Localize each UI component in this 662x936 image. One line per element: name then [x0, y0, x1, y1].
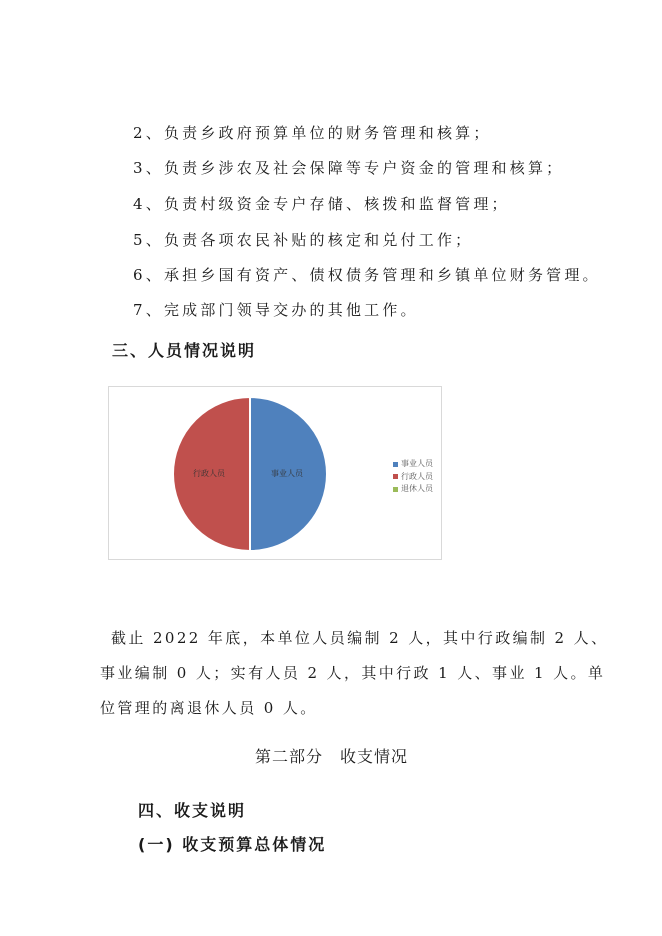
legend-label: 退休人员 [401, 484, 433, 493]
chart-legend [393, 458, 433, 496]
legend-item-xingzheng [393, 471, 433, 484]
legend-item-tuixiu [393, 483, 433, 496]
duty-item-6: 6、承担乡国有资产、债权债务管理和乡镇单位财务管理。 [133, 266, 601, 284]
slice-label-xingzheng: 行政人员 [193, 469, 225, 478]
staff-paragraph-line-3: 位管理的离退休人员 0 人。 [100, 699, 318, 717]
section-heading-staff: 三、人员情况说明 [112, 341, 257, 360]
duty-item-4: 4、负责村级资金专户存储、核拨和监督管理； [133, 195, 510, 213]
duty-item-7: 7、完成部门领导交办的其他工作。 [133, 301, 419, 319]
section-heading-income-expense: 四、收支说明 [138, 801, 247, 820]
subsection-heading-budget-overview: (一) 收支预算总体情况 [138, 835, 327, 854]
legend-swatch-green-icon [393, 487, 398, 492]
legend-label: 事业人员 [401, 459, 433, 468]
slice-label-shiye: 事业人员 [271, 469, 303, 478]
legend-item-shiye [393, 458, 433, 471]
duty-item-2: 2、负责乡政府预算单位的财务管理和核算； [133, 124, 492, 142]
staff-paragraph-line-1: 截止 2022 年底，本单位人员编制 2 人，其中行政编制 2 人、 [111, 629, 609, 647]
duty-item-5: 5、负责各项农民补贴的核定和兑付工作； [133, 231, 474, 249]
legend-swatch-red-icon [393, 474, 398, 479]
duty-item-3: 3、负责乡涉农及社会保障等专户资金的管理和核算； [133, 159, 565, 177]
staff-pie-chart [108, 386, 442, 560]
staff-paragraph-line-2: 事业编制 0 人；实有人员 2 人，其中行政 1 人、事业 1 人。单 [100, 664, 606, 682]
legend-swatch-blue-icon [393, 462, 398, 467]
legend-label: 行政人员 [401, 471, 433, 481]
part-title: 第二部分 收支情况 [255, 747, 409, 766]
